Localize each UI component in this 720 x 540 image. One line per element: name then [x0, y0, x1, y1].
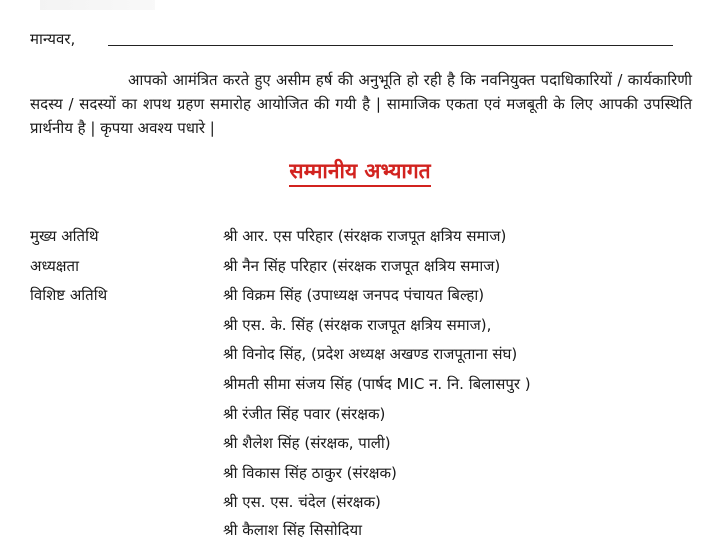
guest-row — [30, 374, 700, 404]
guest-list — [30, 226, 700, 522]
guest-row — [30, 285, 700, 315]
guest-row — [30, 315, 700, 345]
guest-name: श्री एस. के. सिंह (संरक्षक राजपूत क्षत्रिय समाज), — [223, 315, 492, 334]
guest-name: श्री विनोद सिंह, (प्रदेश अध्यक्ष अखण्ड राजपूताना संघ) — [223, 345, 518, 364]
guest-row — [30, 404, 700, 434]
salutation-text: मान्यवर, — [30, 30, 76, 48]
guest-role: मुख्य अतिथि — [30, 227, 99, 245]
guest-name: श्री शैलेश सिंह (संरक्षक, पाली) — [223, 434, 391, 453]
guest-row — [30, 344, 700, 374]
salutation-row — [30, 29, 675, 53]
guest-role: विशिष्ट अतिथि — [30, 286, 108, 305]
guest-row — [30, 226, 700, 256]
guests-heading — [0, 157, 720, 185]
guest-row — [30, 256, 700, 286]
guest-name: श्री विकास सिंह ठाकुर (संरक्षक) — [223, 463, 397, 482]
guest-name-cut-off: श्री कैलाश सिंह सिसोदिया — [223, 521, 363, 539]
guest-role: अध्यक्षता — [30, 256, 79, 275]
guest-name: श्री रंजीत सिंह पवार (संरक्षक) — [223, 404, 386, 423]
guest-row — [30, 433, 700, 463]
guest-name: श्री आर. एस परिहार (संरक्षक राजपूत क्षत्रिय समाज) — [223, 227, 507, 245]
header-remnant — [40, 0, 155, 10]
name-blank-line — [108, 45, 673, 46]
guest-name: श्री नैन सिंह परिहार (संरक्षक राजपूत क्षत्रिय समाज) — [223, 256, 501, 275]
guest-name: श्रीमती सीमा संजय सिंह (पार्षद MIC न. नि. बिलासपुर ) — [223, 374, 531, 393]
guest-row — [30, 463, 700, 493]
guests-heading-text: सम्मानीय अभ्यागत — [289, 159, 430, 187]
guest-row — [30, 492, 700, 522]
invitation-paragraph: आपको आमंत्रित करते हुए असीम हर्ष की अनुभूति हो रही है कि नवनियुक्त पदाधिकारियों / कार्यकारिणी सदस्य / सदस्यों का शपथ ग्रहण समारोह आयोजित की गयी है | सामाजिक एकता एवं मजबूती के लिए आपकी उपस्थिति प्रार्थनीय है | कृपया अवश्य पधारे | — [30, 71, 692, 137]
guest-name: श्री विक्रम सिंह (उपाध्यक्ष जनपद पंचायत बिल्हा) — [223, 286, 485, 305]
guest-name: श्री एस. एस. चंदेल (संरक्षक) — [223, 493, 381, 512]
